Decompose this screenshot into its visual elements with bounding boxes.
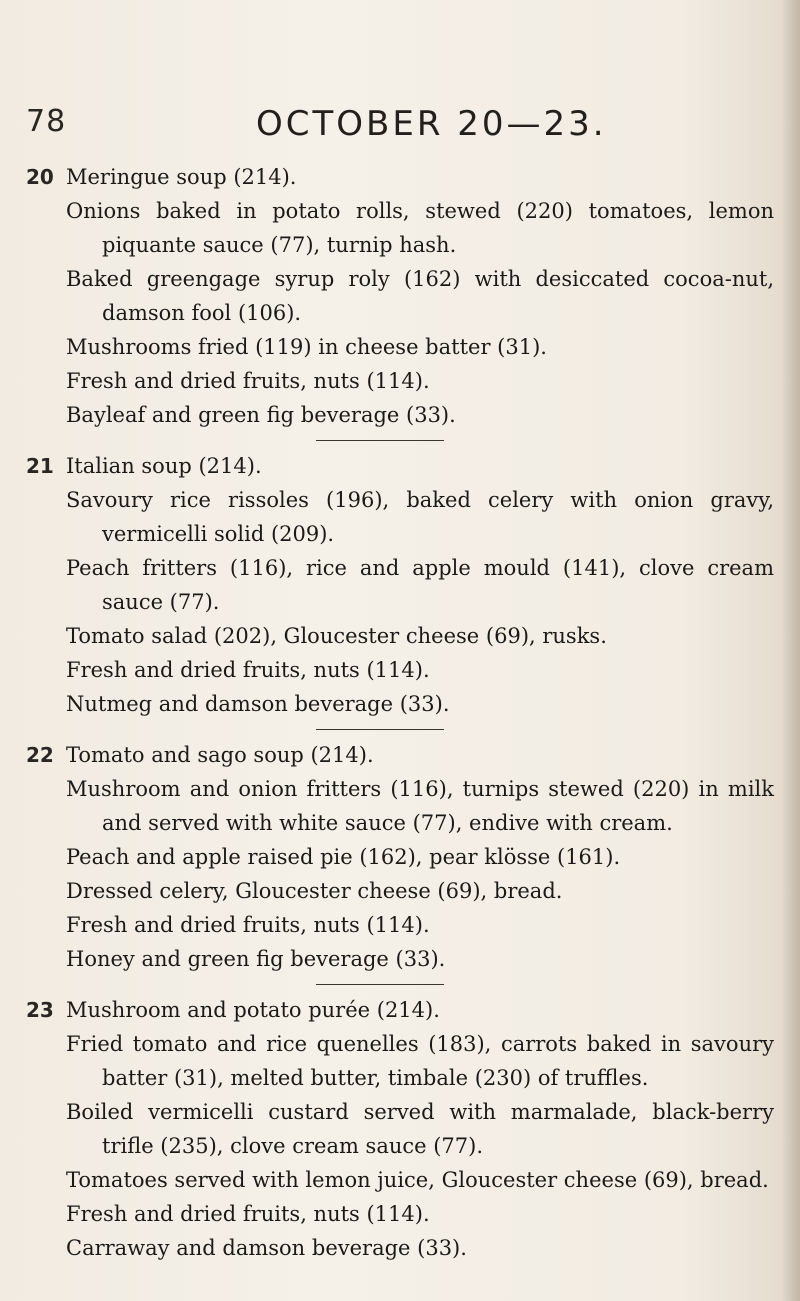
menu-item: Baked greengage syrup roly (162) with desiccated cocoa-nut, damson fool (106). <box>66 267 774 325</box>
section-divider <box>316 729 444 730</box>
menu-item: Dressed celery, Gloucester cheese (69), bread. <box>66 879 563 903</box>
menu-item: Fresh and dried fruits, nuts (114). <box>66 1202 430 1226</box>
menu-items <box>66 449 774 721</box>
menu-item: Fresh and dried fruits, nuts (114). <box>66 658 430 682</box>
page-header <box>0 104 800 152</box>
section-divider <box>316 440 444 441</box>
menu-item: Bayleaf and green fig beverage (33). <box>66 403 456 427</box>
menu-item: Mushroom and potato purée (214). <box>66 998 440 1022</box>
day-number: 23 <box>26 998 54 1022</box>
running-title: OCTOBER 20—23. <box>256 104 607 144</box>
section-divider <box>316 984 444 985</box>
day-entry <box>26 449 774 721</box>
menu-item: Fresh and dried fruits, nuts (114). <box>66 369 430 393</box>
menu-item: Fried tomato and rice quenelles (183), carrots baked in savoury batter (31), melted butter, timbale (230) of truffles. <box>66 1032 774 1090</box>
menu-item: Fresh and dried fruits, nuts (114). <box>66 913 430 937</box>
page-number: 78 <box>26 104 67 139</box>
menu-item: Mushrooms fried (119) in cheese batter (31). <box>66 335 547 359</box>
page-edge-shadow <box>782 0 800 1301</box>
menu-item: Savoury rice rissoles (196), baked celery with onion gravy, vermicelli solid (209). <box>66 488 774 546</box>
day-number: 22 <box>26 743 54 767</box>
day-number: 20 <box>26 165 54 189</box>
menu-item: Boiled vermicelli custard served with marmalade, black-berry trifle (235), clove cream sauce (77). <box>66 1100 774 1158</box>
menu-item: Tomato and sago soup (214). <box>66 743 374 767</box>
menu-entries <box>26 160 774 1265</box>
menu-item: Meringue soup (214). <box>66 165 297 189</box>
menu-item: Mushroom and onion fritters (116), turnips stewed (220) in milk and served with white sauce (77), endive with cream. <box>66 777 774 835</box>
menu-item: Onions baked in potato rolls, stewed (220) tomatoes, lemon piquante sauce (77), turnip hash. <box>66 199 774 257</box>
menu-item: Carraway and damson beverage (33). <box>66 1236 467 1260</box>
menu-item: Nutmeg and damson beverage (33). <box>66 692 450 716</box>
menu-item: Honey and green fig beverage (33). <box>66 947 446 971</box>
day-entry <box>26 160 774 432</box>
menu-item: Tomatoes served with lemon juice, Gloucester cheese (69), bread. <box>66 1168 769 1192</box>
menu-item: Peach and apple raised pie (162), pear klösse (161). <box>66 845 621 869</box>
menu-item: Italian soup (214). <box>66 454 262 478</box>
day-number: 21 <box>26 454 54 478</box>
menu-items <box>66 160 774 432</box>
menu-items <box>66 993 774 1265</box>
day-entry <box>26 738 774 976</box>
menu-item: Tomato salad (202), Gloucester cheese (69), rusks. <box>66 624 607 648</box>
day-entry <box>26 993 774 1265</box>
menu-items <box>66 738 774 976</box>
menu-item: Peach fritters (116), rice and apple mould (141), clove cream sauce (77). <box>66 556 774 614</box>
